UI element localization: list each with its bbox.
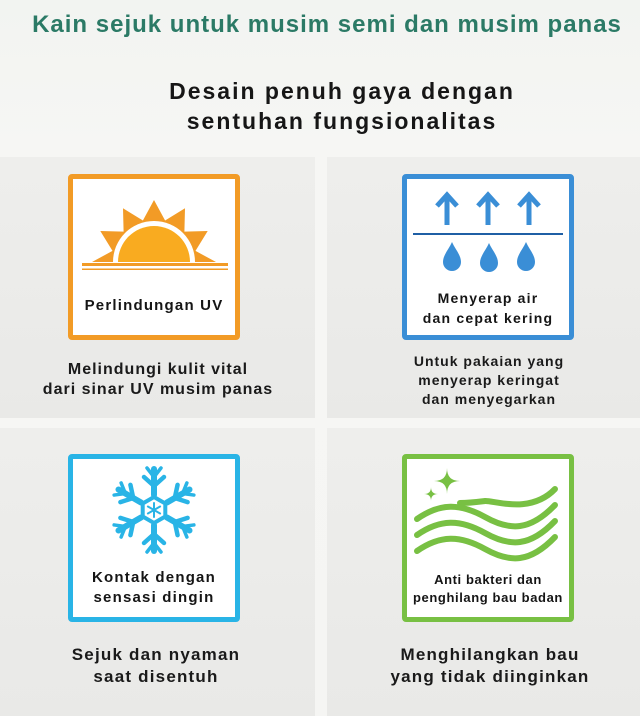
feature-description-line: Menghilangkan bau bbox=[400, 645, 580, 664]
feature-description-line: Melindungi kulit vital bbox=[67, 361, 249, 378]
subtitle-line: Desain penuh gaya dengan bbox=[169, 78, 515, 104]
sun-icon bbox=[82, 197, 232, 277]
feature-card-cool-touch bbox=[68, 454, 240, 622]
feature-label-line: Kontak dengan bbox=[92, 569, 216, 586]
feature-description-line: Sejuk dan nyaman bbox=[71, 645, 241, 664]
feature-description-line: yang tidak diinginkan bbox=[390, 667, 590, 686]
feature-description-line: dari sinar UV musim panas bbox=[42, 381, 274, 398]
feature-label-line: Menyerap air bbox=[437, 290, 539, 306]
feature-label-line: Perlindungan UV bbox=[84, 297, 224, 314]
feature-description bbox=[342, 644, 638, 688]
feature-description-line: menyerap keringat bbox=[418, 372, 560, 388]
page-title: Kain sejuk untuk musim semi dan musim panas bbox=[32, 11, 622, 38]
feature-label bbox=[407, 288, 569, 328]
feature-label-line: sensasi dingin bbox=[93, 589, 215, 606]
snowflake-icon bbox=[104, 460, 204, 560]
feature-description bbox=[339, 352, 639, 409]
feature-label-line: dan cepat kering bbox=[422, 310, 554, 326]
feature-card-uv-protection bbox=[68, 174, 240, 340]
feature-description-line: dan menyegarkan bbox=[421, 391, 557, 407]
feature-panel-uv-protection bbox=[0, 157, 315, 418]
feature-card-antibacterial bbox=[402, 454, 574, 622]
feature-card-quick-dry bbox=[402, 174, 574, 340]
subtitle bbox=[44, 76, 640, 136]
feature-label bbox=[73, 568, 235, 608]
feature-description-line: Untuk pakaian yang bbox=[413, 353, 565, 369]
feature-label-line: penghilang bau badan bbox=[413, 590, 563, 605]
antibacterial-waves-icon bbox=[415, 463, 565, 573]
subtitle-line: sentuhan fungsionalitas bbox=[186, 108, 498, 134]
feature-panel-antibacterial bbox=[327, 428, 640, 716]
sparkle-icon bbox=[424, 468, 460, 501]
feature-panel-cool-touch bbox=[0, 428, 315, 716]
feature-description-line: saat disentuh bbox=[93, 667, 219, 686]
feature-label bbox=[73, 296, 235, 316]
feature-label-line: Anti bakteri dan bbox=[434, 572, 542, 587]
water-absorb-icon bbox=[407, 191, 569, 291]
feature-panel-quick-dry bbox=[327, 157, 640, 418]
feature-description bbox=[8, 360, 308, 400]
feature-description bbox=[6, 644, 306, 688]
feature-label bbox=[407, 571, 569, 607]
